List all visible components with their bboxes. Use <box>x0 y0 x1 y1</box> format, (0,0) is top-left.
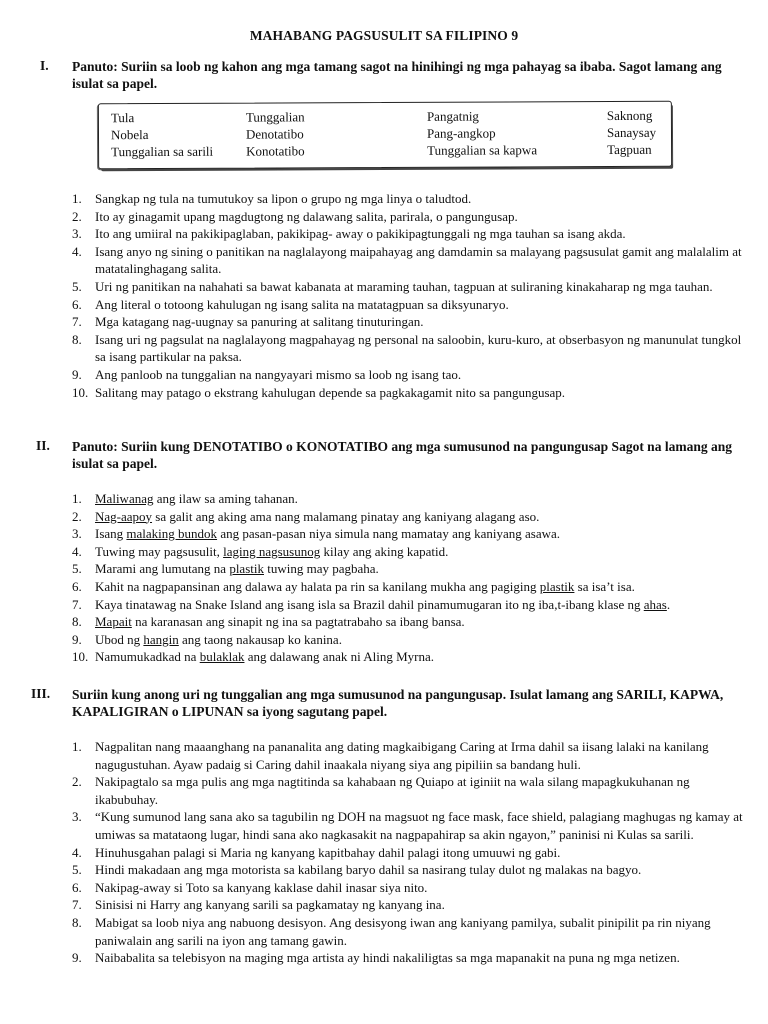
list-item: 6. Ang literal o totoong kahulugan ng isang salita na matatagpuan sa diksyunaryo. <box>72 296 509 312</box>
list-item: 2. Ito ay ginagamit upang magdugtong ng dalawang salita, parirala, o pangungusap. <box>72 208 518 224</box>
list-item: 6. Kahit na nagpapansinan ang dalawa ay halata pa rin sa kanilang mukha ang pagiging plastik sa isa’t isa. <box>72 578 635 594</box>
choice-item: Tula <box>110 110 135 126</box>
underlined-word: Maliwanag <box>95 491 154 506</box>
list-item: 9. Ubod ng hangin ang taong nakausap ko kanina. <box>72 631 342 647</box>
choice-column-4 <box>607 107 656 158</box>
list-item: 5. Hindi makadaan ang mga motorista sa kabilang baryo dahil sa nasirang tulay dulot ng malakas na bagyo. <box>72 862 642 878</box>
page-title: MAHABANG PAGSUSULIT SA FILIPINO 9 <box>249 28 519 43</box>
choice-item: Saknong <box>606 107 653 124</box>
section-1-instruction: Panuto: Suriin sa loob ng kahon ang mga tamang sagot na hinihingi ng mga pahayag sa ibaba. Sagot lamang ang isulat sa papel. <box>72 59 722 91</box>
choice-item: Tunggalian <box>245 109 305 125</box>
choice-column-2 <box>246 108 305 159</box>
section-3-numeral: III. <box>31 686 51 701</box>
underlined-word: malaking bundok <box>126 526 218 542</box>
section-3-instruction: Suriin kung anong uri ng tunggalian ang mga sumusunod na pangungusap. Isulat lamang ang SARILI, KAPWA, KAPALIGIRAN o LIPUNAN sa iyong sagutang papel. <box>72 687 724 719</box>
choice-column-1 <box>111 109 213 160</box>
answer-choices-box <box>98 101 672 170</box>
list-item: 6. Nakipag-away si Toto sa kanyang kaklase dahil inasar siya nito. <box>72 879 428 895</box>
list-item: 7. Sinisisi ni Harry ang kanyang sarili sa pagkamatay ng kanyang ina. <box>72 897 445 913</box>
list-item: 8. Mapait na karanasan ang sinapit ng ina sa pagtatrabaho sa ibang bansa. <box>72 614 465 630</box>
underlined-word: hangin <box>143 631 179 647</box>
list-item: 8. Mabigat sa loob niya ang nabuong desisyon. Ang desisyong iwan ang kaniyang pamilya, subalit pinipilit pa rin niyang paniwalain ang sarili na iyon ang tamang gawin. <box>72 914 711 948</box>
underlined-word: bulaklak <box>199 649 245 665</box>
choice-item: Tagpuan <box>607 141 652 158</box>
list-item: 10. Namumukadkad na bulaklak ang dalawang anak ni Aling Myrna. <box>72 649 435 665</box>
list-item: 5. Marami ang lumutang na plastik tuwing may pagbaha. <box>72 561 379 577</box>
list-item: 8. Isang uri ng pagsulat na naglalayong magpahayag ng personal na saloobin, kuru-kuro, at obserbasyon ng manunulat tungkol sa isang partikular na paksa. <box>72 331 742 365</box>
underlined-word: Mapait <box>95 614 132 630</box>
list-item: 10. Salitang may patago o ekstrang kahulugan depende sa pagkakagamit nito sa pangungusap. <box>72 384 566 400</box>
list-item: 4. Hinuhusgahan palagi si Maria ng kanyang kapitbahay dahil palagi itong umuuwi ng gabi. <box>72 844 561 860</box>
choice-item: Denotatibo <box>245 126 304 142</box>
underlined-word: plastik <box>229 561 264 577</box>
underlined-word: ahas <box>643 596 667 612</box>
section-3-items <box>72 738 748 967</box>
underlined-word: Nag-aapoy <box>95 508 153 524</box>
list-item: 1. Maliwanag ang ilaw sa aming tahanan. <box>72 491 298 506</box>
list-item: 4. Isang anyo ng sining o panitikan na naglalayong maipahayag ang damdamin sa malayang pagsusulat gamit ang malalalim at matatalinghagang salita. <box>72 243 742 277</box>
section-2-instruction: Panuto: Suriin kung DENOTATIBO o KONOTATIBO ang mga sumusunod na pangungusap Sagot na lamang ang isulat sa papel. <box>72 439 732 471</box>
list-item: 3. Isang malaking bundok ang pasan-pasan niya simula nang mamatay ang kaniyang asawa. <box>72 526 561 542</box>
choice-item: Pang-angkop <box>426 125 496 141</box>
underlined-word: laging nagsusunog <box>223 543 321 559</box>
choice-item: Tunggalian sa kapwa <box>427 142 538 158</box>
list-item: 9. Ang panloob na tunggalian na nangyayari mismo sa loob ng isang tao. <box>72 366 462 382</box>
underlined-word: plastik <box>539 578 575 594</box>
list-item: 2. Nag-aapoy sa galit ang aking ama nang malamang pinatay ang kaniyang alagang aso. <box>72 508 540 524</box>
list-item: 2. Nakipagtalo sa mga pulis ang mga nagtitinda sa kahabaan ng Quiapo at iginiit na wala silang mapagkukuhanan ng ikabubuhay. <box>72 774 690 807</box>
list-item: 5. Uri ng panitikan na nahahati sa bawat kabanata at maraming tauhan, tagpuan at suliraning kinakaharap ng mga tauhan. <box>72 278 713 294</box>
choice-item: Sanaysay <box>606 124 657 141</box>
choice-column-3 <box>427 107 537 158</box>
choice-item: Konotatibo <box>246 143 305 159</box>
section-2-numeral: II. <box>36 438 50 453</box>
list-item: 4. Tuwing may pagsusulit, laging nagsusunog kilay ang aking kapatid. <box>72 543 449 559</box>
list-item: 9. Naibabalita sa telebisyon na maging mga artista ay hindi nakaliligtas sa mga mapanakit na puna ng mga netizen. <box>72 950 680 966</box>
list-item: 1. Sangkap ng tula na tumutukoy sa lipon o grupo ng mga linya o taludtod. <box>72 191 472 206</box>
list-item: 7. Mga katagang nag-uugnay sa panuring at salitang tinuturingan. <box>72 314 424 330</box>
list-item: 7. Kaya tinatawag na Snake Island ang isang isla sa Brazil dahil pinamumugaran ito ng iba,t-ibang klase ng ahas. <box>72 596 671 612</box>
choice-item: Nobela <box>110 127 149 143</box>
section-2-items <box>72 490 748 666</box>
section-1-items <box>72 190 748 401</box>
list-item: 1. Nagpalitan nang maaanghang na pananalita ang dating magkaibigang Caring at Irma dahil sa iisang lalaki na kanilang nagugustuhan. Ayaw padaig si Caring dahil inaakala niyang siya ang pipiliin sa bandang huli. <box>72 739 709 772</box>
list-item: 3. Ito ang umiiral na pakikipaglaban, pakikipag- away o pakikipagtunggali ng mga tauhan sa isang akda. <box>72 226 626 242</box>
choice-item: Tunggalian sa sarili <box>111 143 214 160</box>
list-item: 3. “Kung sumunod lang sana ako sa tagubilin ng DOH na magsuot ng face mask, face shield, palagiang maghugas ng kamay at umiwas sa matataong lugar, hindi sana ako nagkasakit na nagpapahirap sa akin ngayon,” paninisi ni Kulas sa sarili. <box>72 809 743 842</box>
section-1-numeral: I. <box>40 58 49 73</box>
choice-item: Pangatnig <box>426 108 479 124</box>
